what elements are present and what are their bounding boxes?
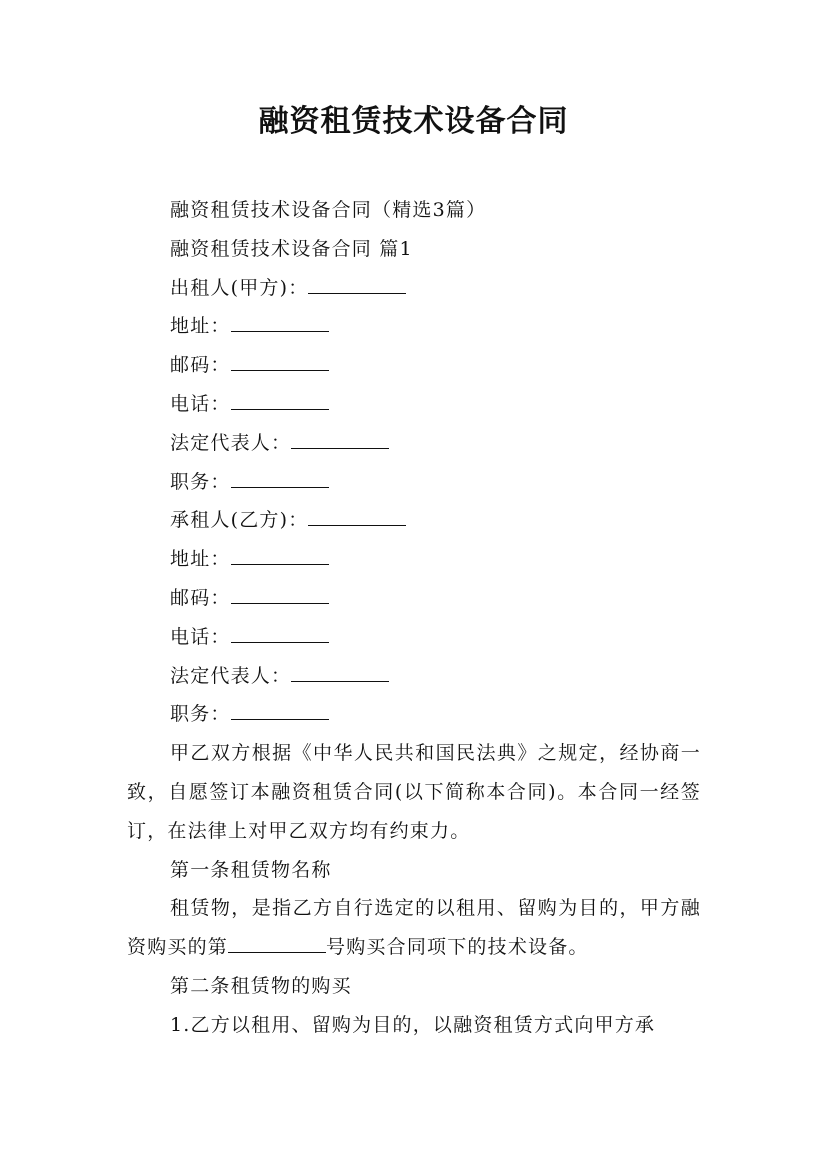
contract-number-blank	[228, 934, 326, 953]
lessee-phone-blank	[231, 624, 329, 643]
lessor-position-label: 职务：	[170, 470, 231, 493]
lessor-postcode-blank	[231, 352, 329, 371]
lessor-address-label: 地址：	[170, 315, 231, 338]
lessee-legal-rep-blank	[291, 663, 389, 682]
lessor-legal-rep-label: 法定代表人：	[170, 431, 292, 454]
lessor-address-blank	[231, 313, 329, 332]
lessor-phone-label: 电话：	[170, 392, 231, 415]
lessor-legal-rep-blank	[291, 430, 389, 449]
lessee-position-label: 职务：	[170, 703, 231, 726]
lessee-legal-rep-line	[127, 657, 701, 696]
lessee-label: 承租人(乙方)：	[170, 509, 309, 532]
lessee-legal-rep-label: 法定代表人：	[170, 664, 292, 687]
lessor-postcode-label: 邮码：	[170, 354, 231, 377]
lessor-position-line	[127, 463, 701, 502]
lessee-address-line	[127, 540, 701, 579]
lessee-position-line	[127, 695, 701, 734]
lessee-postcode-blank	[231, 585, 329, 604]
lessor-legal-rep-line	[127, 424, 701, 463]
lessor-line	[127, 269, 701, 308]
lessee-address-blank	[231, 546, 329, 565]
lessor-phone-blank	[231, 391, 329, 410]
section-heading: 融资租赁技术设备合同 篇1	[170, 237, 413, 260]
lessee-postcode-label: 邮码：	[170, 586, 231, 609]
document-subtitle: 融资租赁技术设备合同（精选3篇）	[170, 199, 487, 221]
article1-text-after: 号购买合同项下的技术设备。	[326, 936, 589, 959]
lessee-position-blank	[231, 701, 329, 720]
lessee-postcode-line	[127, 579, 701, 618]
lessor-phone-line	[127, 385, 701, 424]
document-body	[127, 191, 701, 1045]
lessee-phone-label: 电话：	[170, 625, 231, 648]
lessee-blank	[308, 507, 406, 526]
lessor-address-line	[127, 307, 701, 346]
article2-heading: 第二条租赁物的购买	[170, 974, 352, 997]
article2-item1: 1.乙方以租用、留购为目的，以融资租赁方式向甲方承	[170, 1013, 656, 1036]
lessor-blank	[308, 275, 406, 294]
article1-text-before: 租赁物，是指乙方自行选定的以租用、留购为目的，甲方融资购买的第	[127, 897, 701, 959]
document-title: 融资租赁技术设备合同	[258, 104, 569, 139]
lessor-label: 出租人(甲方)：	[170, 276, 309, 299]
intro-paragraph: 甲乙双方根据《中华人民共和国民法典》之规定，经协商一致，自愿签订本融资租赁合同(以下简称本合同)。本合同一经签订，在法律上对甲乙双方均有约束力。	[127, 742, 701, 842]
lessor-postcode-line	[127, 346, 701, 385]
article1-heading: 第一条租赁物名称	[170, 858, 332, 881]
lessee-address-label: 地址：	[170, 548, 231, 571]
lessee-line	[127, 501, 701, 540]
article1-paragraph	[127, 889, 701, 967]
lessor-position-blank	[231, 469, 329, 488]
lessee-phone-line	[127, 618, 701, 657]
